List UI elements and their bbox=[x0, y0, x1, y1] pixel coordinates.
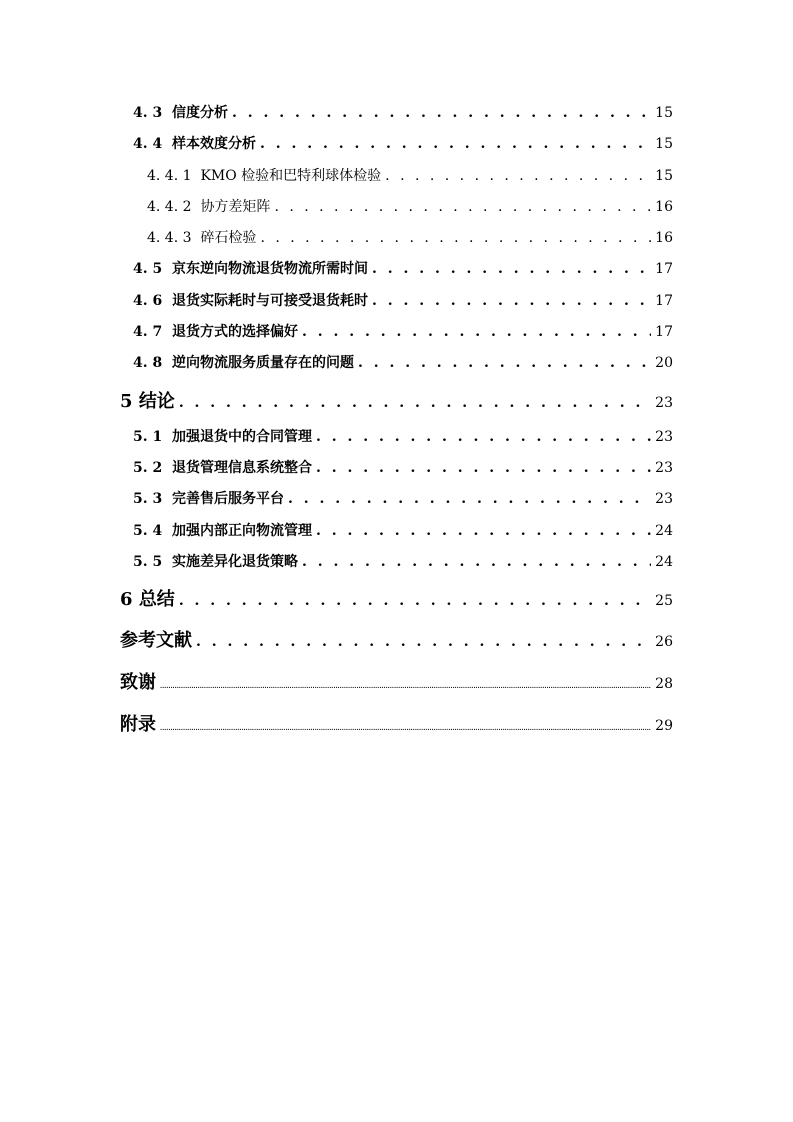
toc-title: 样本效度分析 bbox=[171, 136, 256, 152]
toc-title: 协方差矩阵 bbox=[200, 199, 271, 215]
toc-page-number: 20 bbox=[655, 355, 673, 371]
toc-number: 4. 7 bbox=[133, 324, 163, 340]
toc-page-number: 23 bbox=[655, 491, 673, 507]
toc-leader bbox=[316, 523, 651, 539]
toc-title: 总结 bbox=[138, 589, 175, 610]
toc-leader bbox=[260, 230, 651, 246]
toc-number: 5. 1 bbox=[133, 429, 163, 445]
toc-title: 实施差异化退货策略 bbox=[171, 554, 298, 570]
toc-entry[interactable] bbox=[0, 290, 673, 310]
toc-title: 加强退货中的合同管理 bbox=[171, 429, 312, 445]
toc-leader bbox=[302, 324, 651, 340]
toc-number: 4. 5 bbox=[133, 261, 163, 277]
toc-entry[interactable] bbox=[0, 551, 673, 571]
toc-title: 退货实际耗时与可接受退货耗时 bbox=[171, 293, 368, 309]
toc-entry[interactable] bbox=[0, 352, 673, 372]
toc-leader bbox=[372, 293, 651, 309]
toc-number: 4. 4 bbox=[133, 136, 163, 152]
toc-leader bbox=[232, 105, 651, 121]
toc-page-number: 24 bbox=[655, 523, 673, 539]
toc-page-number: 26 bbox=[655, 634, 673, 650]
toc-title: KMO 检验和巴特利球体检验 bbox=[200, 168, 382, 184]
toc-entry[interactable] bbox=[0, 520, 673, 540]
toc-number: 4. 6 bbox=[133, 293, 163, 309]
toc-leader bbox=[160, 683, 651, 690]
toc-leader bbox=[358, 355, 651, 371]
toc-title: 逆向物流服务质量存在的问题 bbox=[171, 355, 354, 371]
toc-leader bbox=[196, 634, 651, 650]
toc-entry[interactable] bbox=[0, 321, 673, 341]
toc-entry[interactable] bbox=[0, 165, 673, 185]
toc-chapter-entry[interactable] bbox=[0, 387, 673, 413]
toc-leader bbox=[274, 199, 651, 215]
toc-page-number: 17 bbox=[655, 324, 673, 340]
toc-number: 4. 8 bbox=[133, 355, 163, 371]
toc-page-number: 23 bbox=[655, 395, 673, 411]
toc-entry[interactable] bbox=[0, 488, 673, 508]
toc-leader bbox=[179, 593, 651, 609]
toc-title: 碎石检验 bbox=[200, 230, 257, 246]
toc-number: 5 bbox=[120, 391, 133, 412]
toc-leader bbox=[288, 491, 651, 507]
toc-page-number: 25 bbox=[655, 593, 673, 609]
toc-chapter-entry[interactable] bbox=[0, 668, 673, 694]
toc-page-number: 17 bbox=[655, 261, 673, 277]
toc-number: 6 bbox=[120, 589, 133, 610]
toc-title: 加强内部正向物流管理 bbox=[171, 523, 312, 539]
toc-page-number: 15 bbox=[655, 168, 673, 184]
toc-chapter-entry[interactable] bbox=[0, 626, 673, 652]
toc-title: 附录 bbox=[120, 714, 156, 735]
toc-entry[interactable] bbox=[0, 426, 673, 446]
toc-entry[interactable] bbox=[0, 227, 673, 247]
toc-entry[interactable] bbox=[0, 133, 673, 153]
toc-leader bbox=[260, 136, 651, 152]
toc-number: 5. 4 bbox=[133, 523, 163, 539]
toc-leader bbox=[302, 554, 651, 570]
toc-page-number: 24 bbox=[655, 554, 673, 570]
toc-page-number: 16 bbox=[655, 199, 673, 215]
toc-number: 4. 3 bbox=[133, 105, 163, 121]
toc-leader bbox=[372, 261, 651, 277]
toc-number: 4. 4. 2 bbox=[147, 199, 192, 215]
toc-page-number: 28 bbox=[655, 676, 673, 692]
toc-title: 参考文献 bbox=[120, 630, 192, 651]
toc-page-number: 16 bbox=[655, 230, 673, 246]
toc-number: 4. 4. 3 bbox=[147, 230, 192, 246]
toc-number: 5. 2 bbox=[133, 460, 163, 476]
toc-page-number: 23 bbox=[655, 429, 673, 445]
toc-number: 5. 5 bbox=[133, 554, 163, 570]
toc-entry[interactable] bbox=[0, 102, 673, 122]
toc-title: 致谢 bbox=[120, 672, 156, 693]
toc-page-number: 17 bbox=[655, 293, 673, 309]
toc-leader bbox=[160, 725, 651, 732]
toc-entry[interactable] bbox=[0, 196, 673, 216]
toc-leader bbox=[179, 395, 651, 411]
toc-page-number: 23 bbox=[655, 460, 673, 476]
toc-chapter-entry[interactable] bbox=[0, 585, 673, 611]
toc-number: 4. 4. 1 bbox=[147, 168, 192, 184]
toc-title: 京东逆向物流退货物流所需时间 bbox=[171, 261, 368, 277]
toc-page-number: 15 bbox=[655, 136, 673, 152]
toc-title: 结论 bbox=[138, 391, 175, 412]
toc-title: 退货管理信息系统整合 bbox=[171, 460, 312, 476]
toc-entry[interactable] bbox=[0, 457, 673, 477]
toc-page-number: 29 bbox=[655, 718, 673, 734]
toc-chapter-entry[interactable] bbox=[0, 710, 673, 736]
toc-title: 退货方式的选择偏好 bbox=[171, 324, 298, 340]
toc-page-number: 15 bbox=[655, 105, 673, 121]
toc-title: 信度分析 bbox=[171, 105, 228, 121]
toc-entry[interactable] bbox=[0, 258, 673, 278]
toc-number: 5. 3 bbox=[133, 491, 163, 507]
toc-leader bbox=[316, 460, 651, 476]
toc-leader bbox=[385, 168, 651, 184]
toc-title: 完善售后服务平台 bbox=[171, 491, 284, 507]
toc-leader bbox=[316, 429, 651, 445]
